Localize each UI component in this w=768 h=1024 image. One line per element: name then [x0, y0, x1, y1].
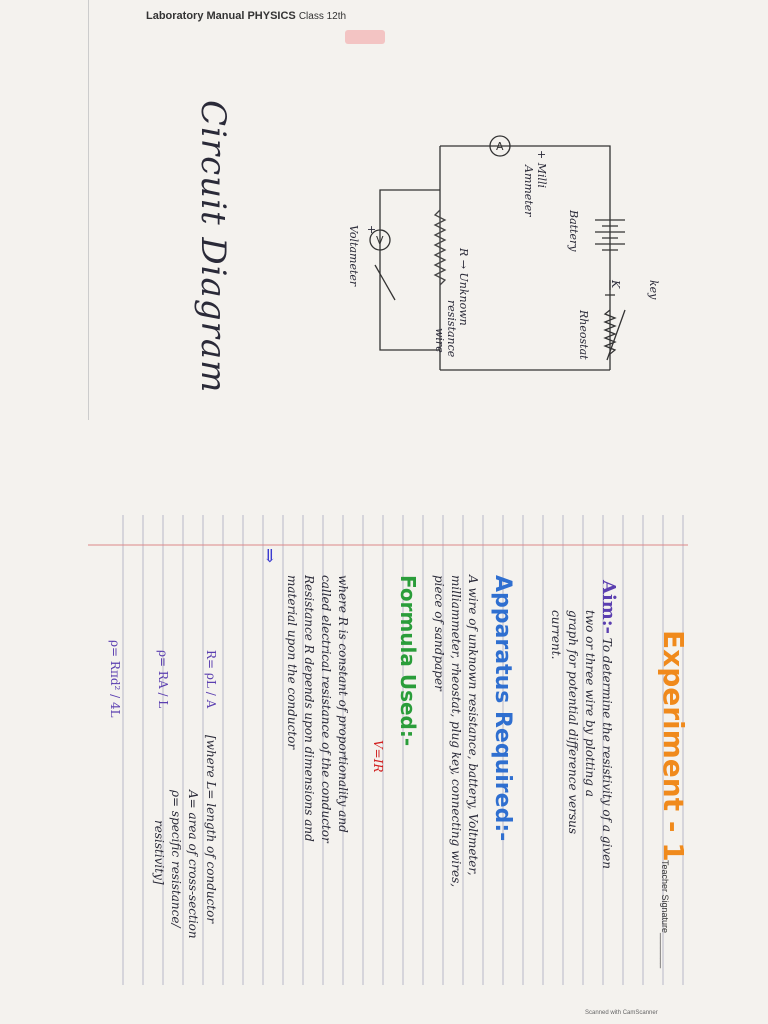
voltmeter-label: Voltameter [347, 225, 360, 287]
arrow-icon: ⇒ [259, 548, 280, 564]
equation-3: ρ= Rπd² / 4L [108, 640, 122, 718]
circuit-title: Circuit Diagram [193, 100, 233, 394]
ammeter-label-2: Ammeter [522, 165, 535, 217]
apparatus-heading: Apparatus Required:- [490, 575, 515, 842]
voltmeter-plus: + [365, 225, 378, 235]
eq1-note-2: A= area of cross-section [186, 790, 200, 939]
aim-line-2: two or three wire by plotting a [583, 610, 597, 797]
key-label: key [647, 280, 660, 300]
resistor-label-2: resistance [445, 300, 458, 358]
apparatus-line-1: A wire of unknown resistance, battery, Voltmeter, [466, 575, 480, 876]
formula-heading: Formula Used:- [396, 575, 420, 747]
class-label: Class 12th [298, 11, 347, 22]
scanner-watermark: Scanned with CamScanner [585, 1010, 658, 1016]
ammeter-symbol: A [496, 140, 504, 153]
teacher-signature: Teacher Signature_______ [660, 860, 670, 969]
rheostat-label: Rheostat [577, 310, 590, 360]
voltmeter-symbol: V [376, 234, 384, 247]
page-header [146, 10, 346, 22]
desc-line-2: called electrical resistance of the conductor [319, 575, 333, 843]
manual-title: Laboratory Manual [146, 10, 245, 22]
subject-title: PHYSICS [247, 10, 296, 22]
margin-line [88, 0, 89, 420]
equation-1: R= ρL / A [204, 650, 218, 709]
aim-line-4: current. [549, 610, 563, 660]
formula-main: V=IR [371, 740, 385, 773]
apparatus-line-3: piece of sandpaper [432, 575, 446, 691]
apparatus-line-2: milliammeter, rheostat, plug key, connecting wires, [449, 575, 463, 888]
equation-2: ρ= RA / L [156, 650, 170, 709]
ammeter-label: + Milli [535, 150, 548, 189]
desc-line-1: where R is constant of proportionality and [336, 575, 350, 833]
battery-label: Battery [567, 210, 580, 252]
eq1-note-4: resistivity] [152, 820, 166, 885]
resistor-label-3: wire [433, 328, 446, 353]
desc-line-3: Resistance R depends upon dimensions and [302, 575, 316, 842]
pink-mark [345, 30, 385, 44]
eq1-note-1: [where L= length of conductor [204, 735, 218, 924]
desc-line-4: material upon the conductor [285, 575, 299, 750]
resistor-label: R → Unknown [457, 248, 470, 326]
circuit-diagram [340, 130, 630, 430]
eq1-note-3: ρ= specific resistance/ [169, 790, 183, 928]
aim-line-3: graph for potential difference versus [566, 610, 580, 835]
key-letter: K [609, 280, 622, 289]
experiment-title: Experiment - 1 [657, 630, 690, 862]
aim-block: Aim:- To determine the resistivity of a given [598, 580, 619, 869]
